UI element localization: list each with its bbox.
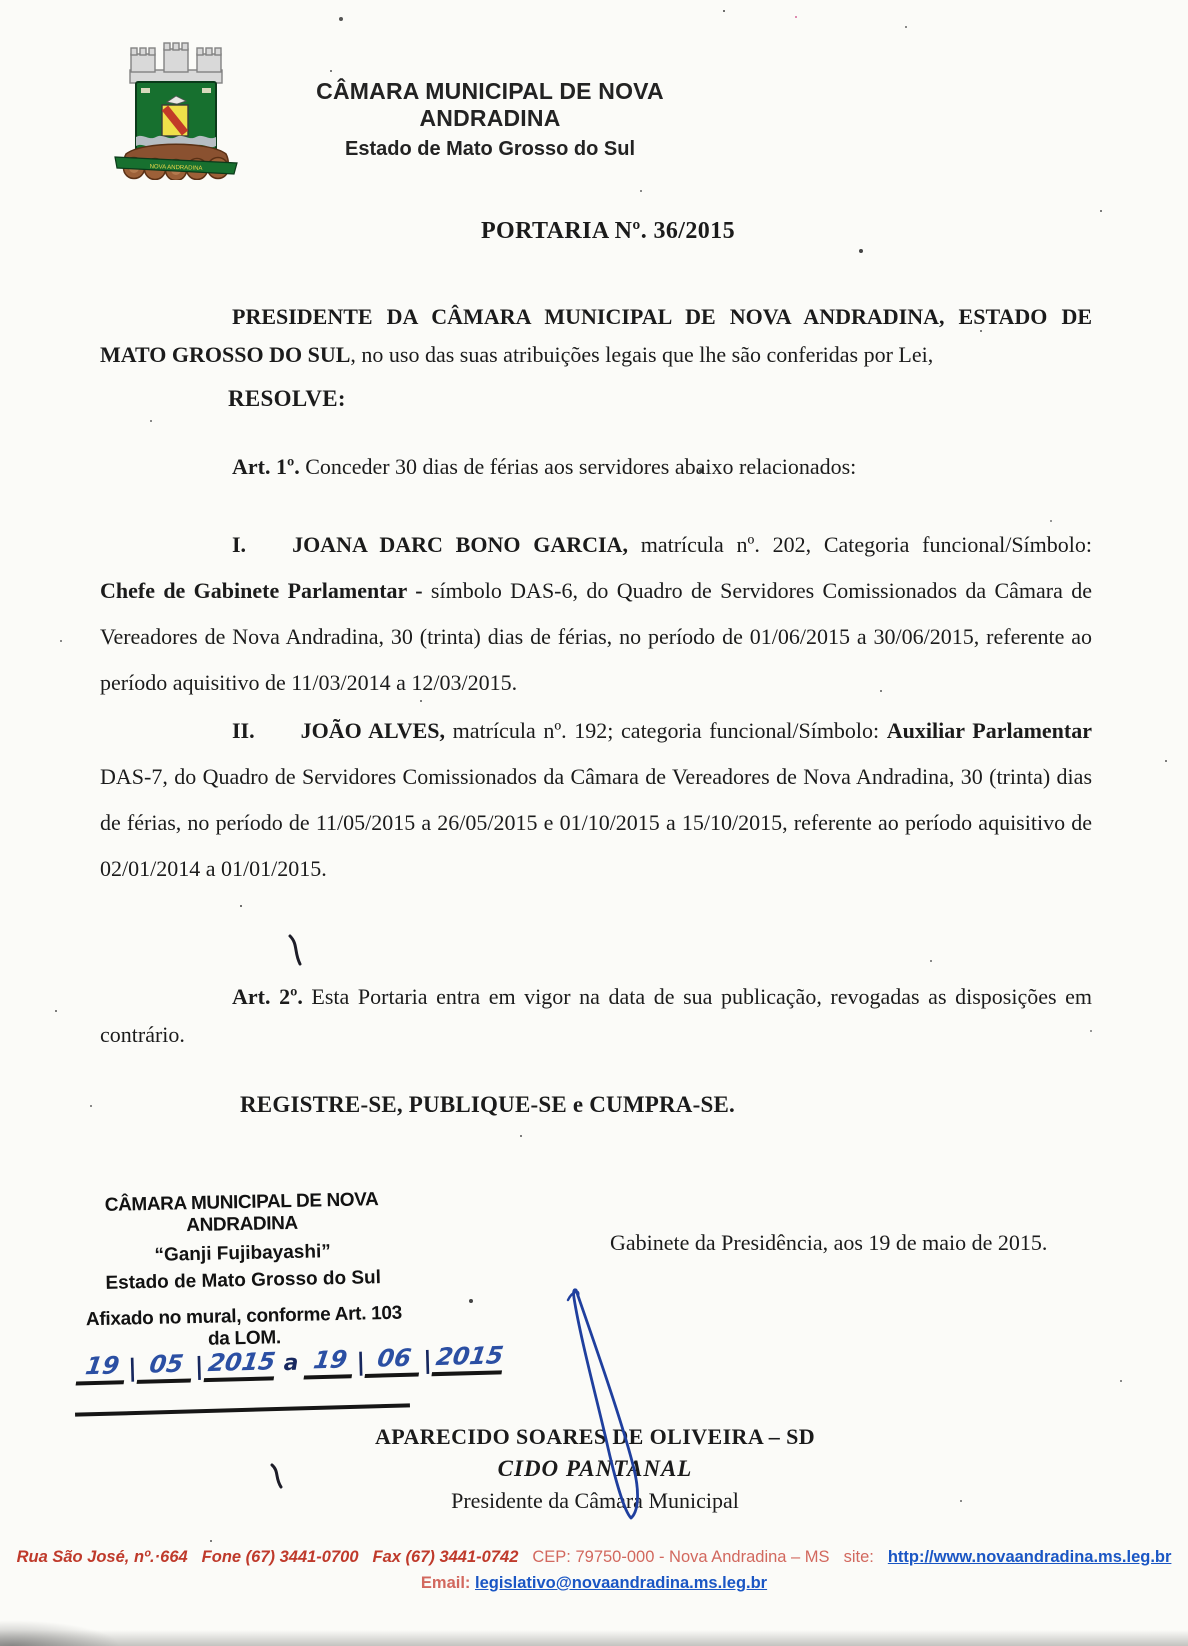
footer-cep: CEP: 79750-000 - Nova Andradina – MS — [532, 1548, 830, 1566]
org-header — [250, 78, 730, 161]
date-separator: | — [356, 1347, 366, 1377]
resolve-heading: RESOLVE: — [228, 386, 346, 411]
org-name: CÂMARA MUNICIPAL DE NOVA ANDRADINA — [316, 78, 664, 131]
footer-site-link[interactable]: http://www.novaandradina.ms.leg.br — [887, 1548, 1172, 1566]
date-conjunction: a — [283, 1350, 299, 1377]
date-from-year: 2015 — [203, 1347, 278, 1382]
scan-noise — [0, 0, 2, 2]
dateline: Gabinete da Presidência, aos 19 de maio de 2015. — [610, 1230, 1048, 1255]
item-1-name: JOANA DARC BONO GARCIA, — [292, 532, 628, 557]
office-stamp — [70, 1188, 415, 1353]
article-1-text: Conceder 30 dias de férias aos servidores abaixo relacionados: — [299, 454, 857, 479]
scan-bottom-edge — [0, 1630, 1188, 1646]
coat-of-arms-graphic — [110, 42, 242, 180]
signature-role: Presidente da Câmara Municipal — [451, 1488, 739, 1513]
item-1-role: Chefe de Gabinete Parlamentar - — [100, 578, 423, 603]
vacation-item-1 — [100, 522, 1092, 706]
stamp-line-4: Afixado no mural, conforme Art. 103 da LOM. — [85, 1302, 403, 1350]
date-separator: | — [194, 1352, 204, 1381]
article-2-label: Art. 2º. — [232, 984, 303, 1009]
svg-text:NOVA ANDRADINA: NOVA ANDRADINA — [149, 164, 203, 172]
item-2-seg1: matrícula nº. 192; categoria funcional/Símbolo: — [445, 718, 887, 743]
vacation-item-2 — [100, 708, 1092, 892]
date-to-month: 06 — [365, 1343, 424, 1378]
org-subtitle: Estado de Mato Grosso do Sul — [344, 138, 636, 160]
date-from-day: 19 — [76, 1351, 129, 1385]
ink-tick-1 — [286, 932, 306, 972]
article-1-label: Art. 1º. — [232, 454, 300, 479]
footer-site-label: site: — [843, 1548, 874, 1566]
preamble-bold: PRESIDENTE DA CÂMARA MUNICIPAL DE NOVA ANDRADINA, ESTADO DE MATO GROSSO DO SUL — [100, 304, 1092, 367]
date-separator: | — [422, 1346, 433, 1375]
closing-line: REGISTRE-SE, PUBLIQUE-SE e CUMPRA-SE. — [240, 1092, 735, 1117]
stamp-line-1: CÂMARA MUNICIPAL DE NOVA ANDRADINA — [104, 1189, 379, 1237]
item-2-numeral: II. — [232, 718, 255, 743]
item-2-name: JOÃO ALVES, — [300, 718, 445, 743]
preamble-paragraph — [100, 298, 1092, 374]
article-1 — [100, 448, 1092, 486]
footer-line-2 — [0, 1574, 1188, 1593]
item-1-seg1: matrícula nº. 202, Categoria funcional/Símbolo: — [627, 532, 1092, 557]
scan-corner-smudge — [0, 1620, 120, 1646]
footer-fax: Fax (67) 3441-0742 — [372, 1548, 519, 1566]
footer-address: Rua São José, nº.·664 — [16, 1548, 188, 1566]
document-title: PORTARIA Nº. 36/2015 — [481, 218, 735, 244]
item-2-role: Auxiliar Parlamentar — [886, 718, 1092, 743]
article-2 — [100, 978, 1092, 1054]
item-1-numeral: I. — [232, 532, 247, 557]
article-2-text: Esta Portaria entra em vigor na data de sua publicação, revogadas as disposições em contrário. — [100, 984, 1093, 1047]
date-to-day: 19 — [304, 1345, 357, 1379]
signature-alias: CIDO PANTANAL — [497, 1456, 693, 1481]
stamp-line-3: Estado de Mato Grosso do Sul — [105, 1267, 382, 1294]
preamble-rest: , no uso das suas atribuições legais que lhe são conferidas por Lei, — [350, 342, 934, 367]
footer-phone: Fone (67) 3441-0700 — [201, 1548, 359, 1566]
date-from-month: 05 — [136, 1349, 195, 1384]
footer-email-link[interactable]: legislativo@novaandradina.ms.leg.br — [475, 1574, 768, 1592]
signature-ink — [548, 1284, 668, 1529]
date-separator: | — [127, 1353, 138, 1383]
footer-line-1 — [0, 1548, 1188, 1567]
date-to-year: 2015 — [431, 1341, 506, 1376]
footer-email-label: Email: — [420, 1574, 471, 1592]
ink-tick-2 — [268, 1462, 286, 1494]
item-2-seg3: DAS-7, do Quadro de Servidores Comissionados da Câmara de Vereadores de Nova Andradina, 30 (trinta) dias de férias, no período de 11/05/2015 a 26/05/2015 e 01/10/2015 a 15/10/2015, referente ao período aquisitivo de 02/01/2014 a 01/01/2015. — [100, 764, 1092, 881]
stamp-underline — [75, 1403, 410, 1416]
crest-crown — [130, 43, 222, 83]
stamp-line-2: “Ganji Fujibayashi” — [154, 1241, 331, 1266]
coat-of-arms — [110, 42, 242, 185]
footer — [0, 1548, 1188, 1593]
signature-name: APARECIDO SOARES DE OLIVEIRA – SD — [374, 1424, 816, 1449]
item-1-seg3: símbolo DAS-6, do Quadro de Servidores Comissionados da Câmara de Vereadores de Nova Andradina, 30 (trinta) dias de férias, no período de 01/06/2015 a 30/06/2015, referente ao período aquisitivo de 11/03/2014 a 12/03/2015. — [100, 578, 1092, 695]
